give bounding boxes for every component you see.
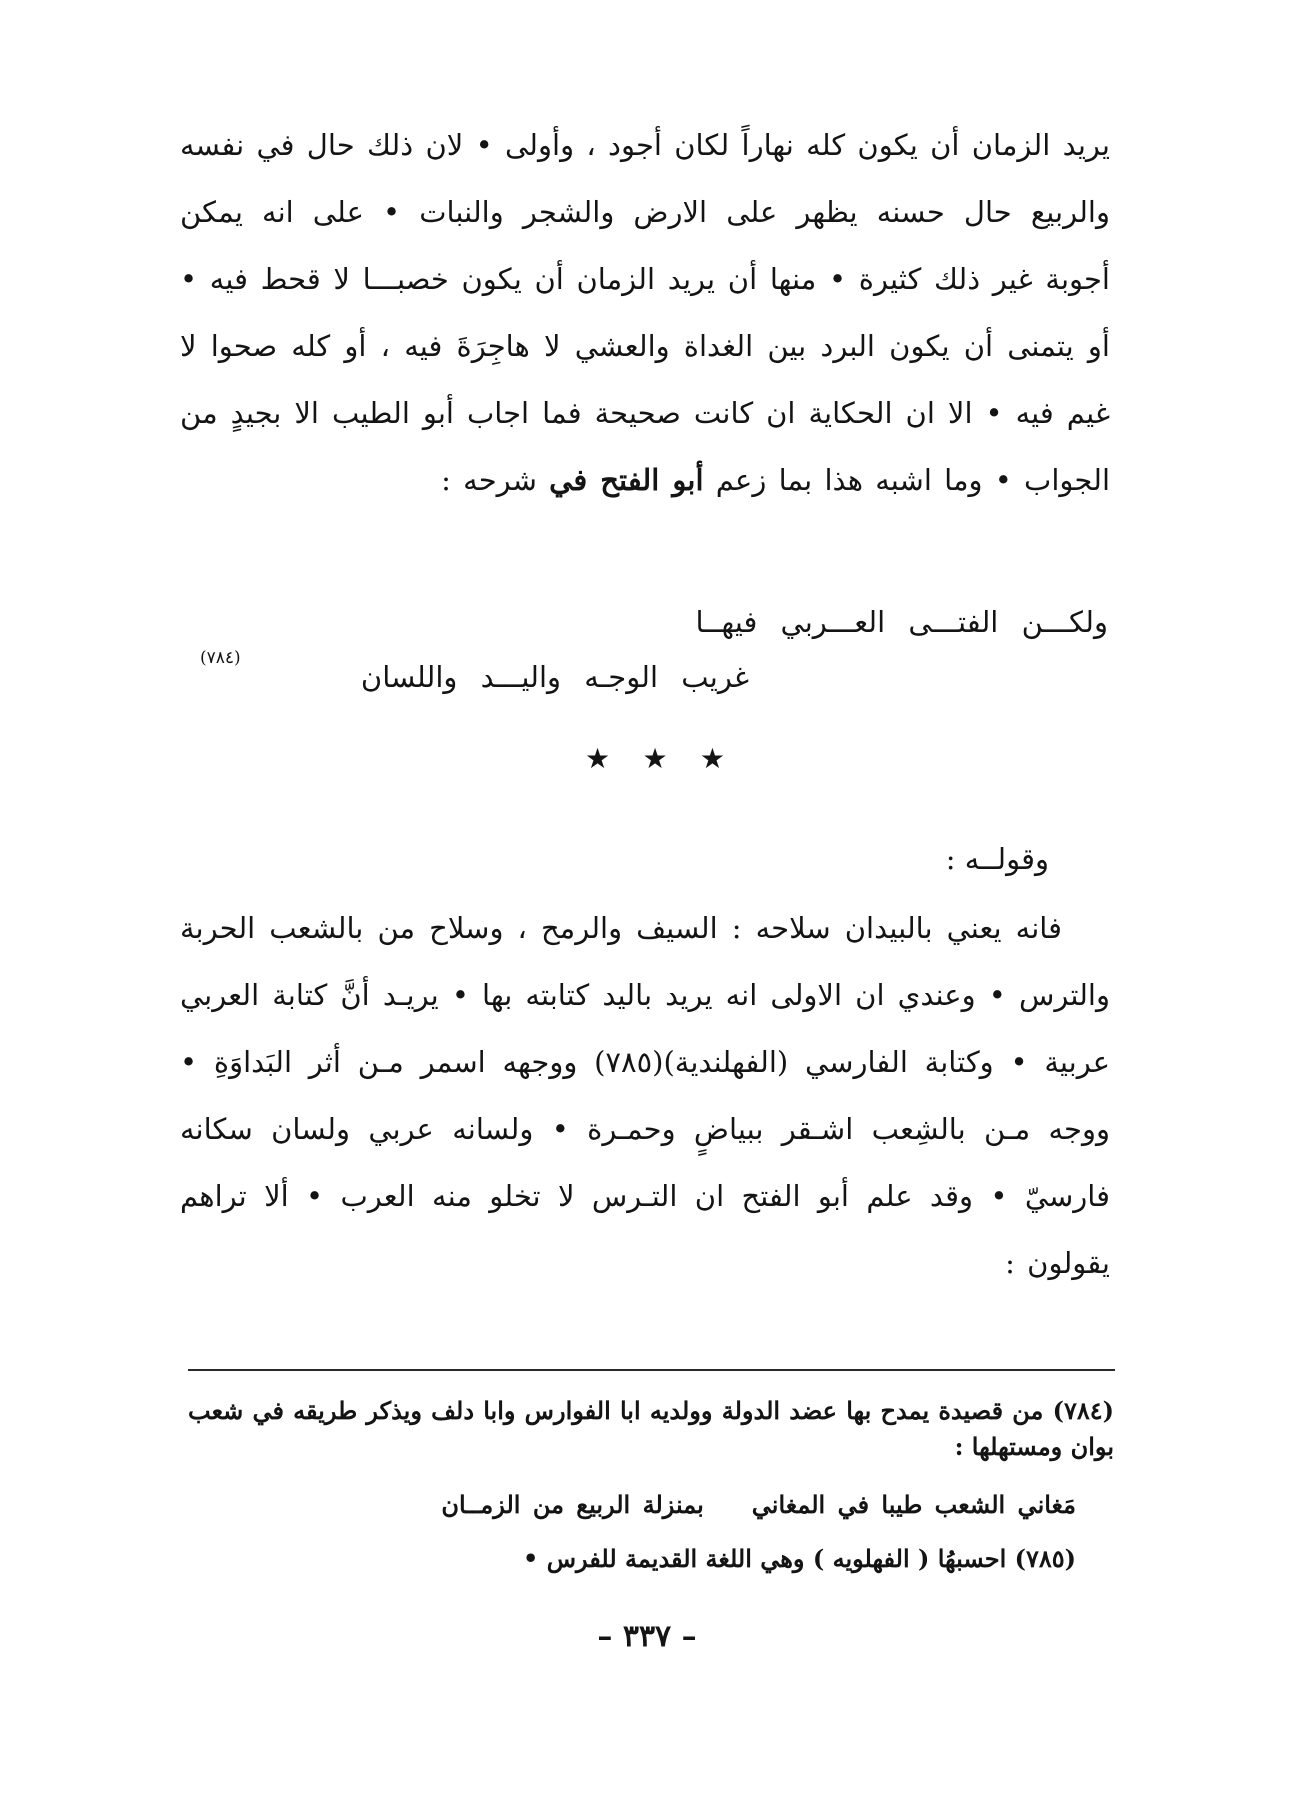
bottom-paragraph	[180, 895, 1110, 1297]
section-divider	[585, 742, 725, 775]
footnote-784-verse	[441, 1487, 1076, 1523]
top-paragraph-bold-text: أبو الفتح في	[549, 463, 704, 497]
star-icon: ★	[642, 742, 668, 775]
top-paragraph	[180, 112, 1110, 514]
footnote-verse-first-hemistich: مَغاني الشعب طيبا في المغاني	[751, 1490, 1076, 1519]
top-paragraph-text: يريد الزمان أن يكون كله نهاراً لكان أجود ، وأولى • لان ذلك حال في نفسه والربيع حال حسنه يظهر على الارض والشجر والنبات • على انه يمكن أجوبة غير ذلك كثيرة • منها أن يريد الزمان أن يكون خصبـــا لا قحط فيه • أو يتمنى أن يكون البرد بين الغداة والعشي لا هاجِرَةَ فيه ، أو كله صحوا لا غيم فيه • الا ان الحكاية ان كانت صحيحة فما اجاب أبو الطيب الا بجيدٍ من الجواب • وما اشبه هذا بما زعم	[180, 128, 1110, 497]
section-intro: وقولــه :	[945, 842, 1049, 876]
star-icon: ★	[585, 742, 611, 775]
verse-second-hemistich: غريب الوجـه واليـــد واللسان	[360, 660, 749, 694]
bottom-paragraph-text: فانه يعني بالبيدان سلاحه : السيف والرمح ، وسلاح من بالشعب الحربة والترس • وعندي ان الاولى انه يريد باليد كتابته بها • يريـد أنَّ كتابة العربي عربية • وكتابة الفارسي (الفهلندية)(٧٨٥) ووجهه اسمر مـن أثر البَداوَةِ • ووجه مـن بالشِعب اشـقر ببياضٍ وحمـرة • ولسانه عربي ولسان سكانه فارسيّ • وقد علم أبو الفتح ان التـرس لا تخلو منه العرب • ألا تراهم يقولون :	[180, 911, 1111, 1280]
footnote-784: (٧٨٤) من قصيدة يمدح بها عضد الدولة وولديه ابا الفوارس وابا دلف ويذكر طريقه في شعب بوان ومستهلها :	[188, 1396, 1114, 1461]
footnote-separator	[188, 1369, 1115, 1371]
verse-first-hemistich: ولكـــن الفتـــى العـــربي فيهــا	[695, 605, 1108, 639]
footnote-verse-second-hemistich: بمنزلة الربيع من الزمــان	[441, 1490, 704, 1519]
page-number: – ٣٣٧ –	[597, 1619, 697, 1654]
footnote-785: (٧٨٥) احسبهُا ( الفهلويه ) وهي اللغة القديمة للفرس •	[523, 1544, 1076, 1573]
footnote-reference-784: (٧٨٤)	[200, 648, 241, 668]
top-paragraph-ending: شرحه :	[441, 463, 537, 497]
star-icon: ★	[699, 742, 725, 775]
